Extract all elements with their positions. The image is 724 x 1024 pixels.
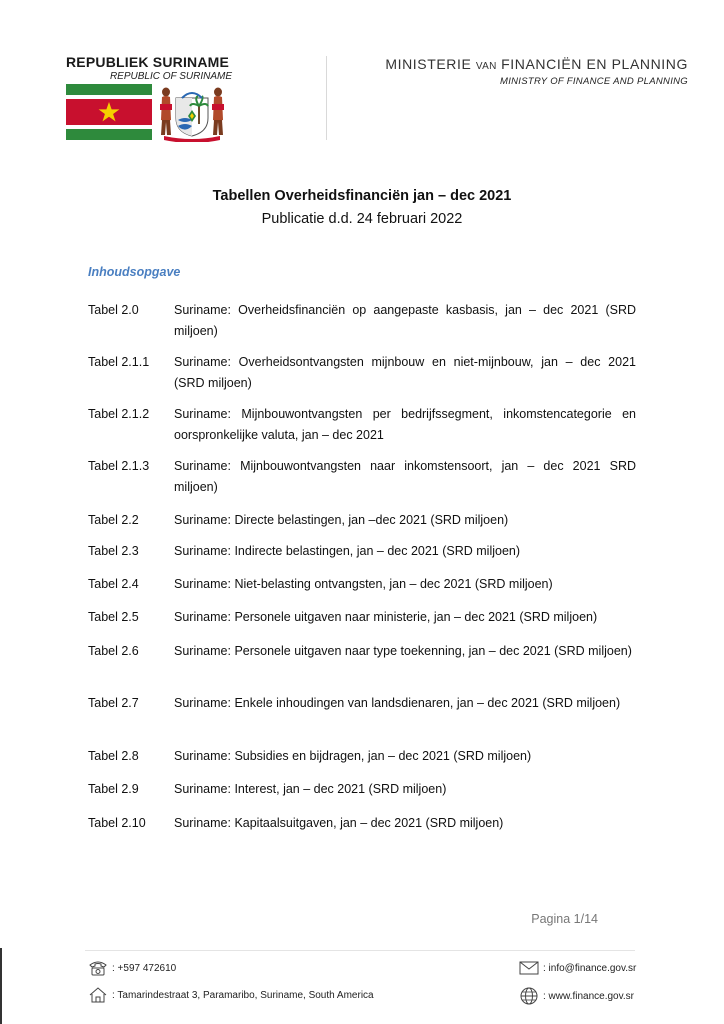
left-edge-bar	[0, 948, 2, 1024]
toc-item-description: Suriname: Personele uitgaven naar type toekenning, jan – dec 2021 (SRD miljoen)	[174, 644, 632, 658]
publication-date: Publicatie d.d. 24 februari 2022	[261, 211, 463, 227]
toc-item-description: Suriname: Mijnbouwontvangsten per bedrijfssegment, inkomstencategorie en oorspronkelijke valuta, jan – dec 2021	[174, 407, 636, 442]
home-icon	[88, 987, 108, 1003]
toc-item-number: Tabel 2.1.1	[88, 355, 150, 369]
toc-heading: Inhoudsopgave	[88, 265, 181, 279]
footer-email[interactable]	[519, 961, 636, 975]
address-text: : Tamarindestraat 3, Paramaribo, Suriname, South America	[112, 989, 374, 1001]
ministry-title-van: VAN	[475, 61, 497, 72]
toc-item-description: Suriname: Niet-belasting ontvangsten, jan – dec 2021 (SRD miljoen)	[174, 577, 553, 591]
globe-icon	[519, 987, 539, 1005]
toc-item-description: Suriname: Subsidies en bijdragen, jan – dec 2021 (SRD miljoen)	[174, 749, 532, 763]
suriname-flag-icon	[66, 84, 152, 140]
toc-item-number: Tabel 2.10	[88, 816, 146, 830]
footer-website[interactable]	[519, 987, 634, 1005]
document-title: Tabellen Overheidsfinanciën jan – dec 2021	[212, 188, 512, 204]
mail-icon	[519, 961, 539, 975]
toc-item-number: Tabel 2.5	[88, 610, 139, 624]
toc-item-description: Suriname: Enkele inhoudingen van landsdienaren, jan – dec 2021 (SRD miljoen)	[174, 696, 621, 710]
toc-item-number: Tabel 2.0	[88, 303, 139, 317]
republic-header	[66, 54, 232, 82]
toc-item-number: Tabel 2.6	[88, 644, 139, 658]
ministry-title-part2: FINANCIËN EN PLANNING	[496, 56, 688, 72]
ministry-title-en: MINISTRY OF FINANCE AND PLANNING	[499, 76, 688, 87]
ministry-title-nl	[385, 56, 688, 72]
toc-item-description: Suriname: Indirecte belastingen, jan – dec 2021 (SRD miljoen)	[174, 544, 521, 558]
ministry-header	[385, 56, 688, 87]
toc-item-number: Tabel 2.7	[88, 696, 139, 710]
toc-item-description: Suriname: Kapitaalsuitgaven, jan – dec 2021 (SRD miljoen)	[174, 816, 504, 830]
footer-address	[88, 987, 374, 1003]
footer-phone	[88, 960, 176, 976]
toc-item-number: Tabel 2.2	[88, 513, 139, 527]
toc-item-description: Suriname: Interest, jan – dec 2021 (SRD miljoen)	[174, 782, 447, 796]
phone-number: : +597 472610	[112, 962, 177, 974]
website-text[interactable]: : www.finance.gov.sr	[543, 990, 634, 1002]
toc-item-number: Tabel 2.8	[88, 749, 139, 763]
ministry-title-part1: MINISTERIE	[385, 56, 476, 72]
page-number: Pagina 1/14	[531, 912, 598, 926]
toc-item-description: Suriname: Personele uitgaven naar ministerie, jan – dec 2021 (SRD miljoen)	[174, 610, 598, 624]
republic-title-nl: REPUBLIEK SURINAME	[66, 54, 230, 70]
header-divider	[326, 56, 327, 140]
phone-icon	[88, 960, 108, 976]
toc-item-description: Suriname: Overheidsfinanciën op aangepaste kasbasis, jan – dec 2021 (SRD miljoen)	[174, 303, 636, 338]
toc-item-description: Suriname: Directe belastingen, jan –dec 2021 (SRD miljoen)	[174, 513, 509, 527]
footer-divider	[85, 950, 635, 951]
toc-item-description: Suriname: Overheidsontvangsten mijnbouw en niet-mijnbouw, jan – dec 2021 (SRD miljoen)	[174, 355, 636, 390]
coat-of-arms-icon	[156, 80, 228, 142]
toc-item-number: Tabel 2.4	[88, 577, 139, 591]
toc-item-number: Tabel 2.3	[88, 544, 139, 558]
toc-item-number: Tabel 2.1.2	[88, 407, 150, 421]
email-text[interactable]: : info@finance.gov.sr	[543, 962, 637, 974]
toc-item-number: Tabel 2.9	[88, 782, 139, 796]
republic-title-en: REPUBLIC OF SURINAME	[109, 71, 232, 82]
toc-item-description: Suriname: Mijnbouwontvangsten naar inkomstensoort, jan – dec 2021 SRD miljoen)	[174, 459, 636, 494]
toc-item-number: Tabel 2.1.3	[88, 459, 150, 473]
